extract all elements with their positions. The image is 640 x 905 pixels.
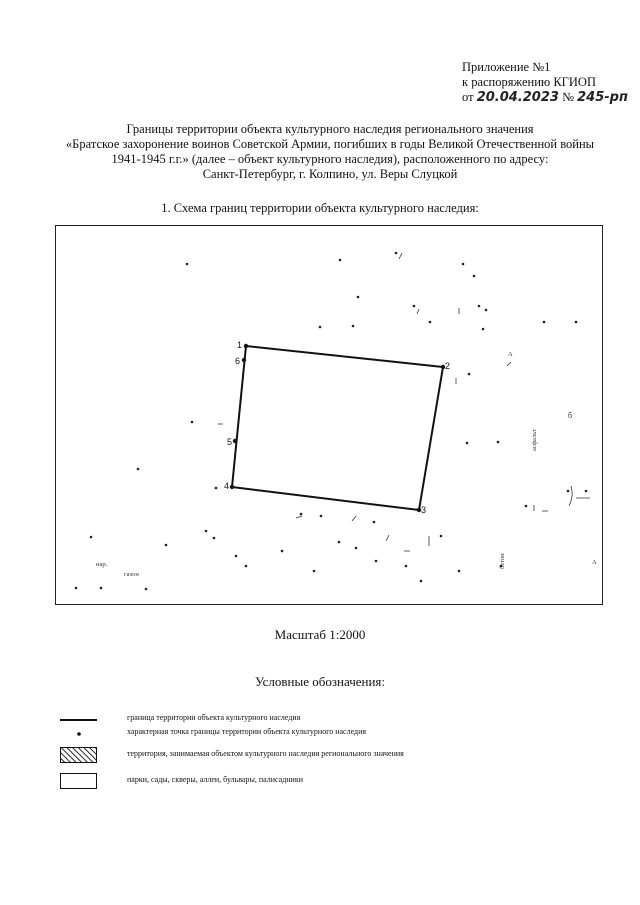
map-scatter-dots <box>75 252 588 591</box>
point-label-4: 4 <box>224 481 230 491</box>
appendix-block <box>462 60 628 105</box>
boundary-map <box>55 225 603 605</box>
document-title <box>40 122 620 182</box>
appendix-order: к распоряжению КГИОП <box>462 75 596 89</box>
map-text-nar: нар. <box>96 561 108 568</box>
point-label-2: 2 <box>445 361 451 371</box>
heritage-boundary <box>232 346 443 510</box>
title-line-2: «Братское захоронение воинов Советской Армии, погибших в годы Великой Отечественной войны <box>65 137 595 151</box>
legend-text-point: характерная точка границы территории объекта культурного наследия <box>127 727 367 736</box>
legend-title: Условные обозначения: <box>254 674 386 689</box>
boundary-point-5 <box>233 439 237 443</box>
map-text-a-2: А <box>592 559 597 566</box>
hatch-symbol <box>60 747 98 763</box>
handwritten-date: 20.04.2023 <box>476 90 559 105</box>
boundary-points <box>230 344 445 512</box>
handwritten-number: 245-рп <box>577 90 628 105</box>
section-heading: 1. Схема границ территории объекта культурного наследия: <box>161 201 479 215</box>
map-canvas <box>56 226 604 606</box>
number-prefix: № <box>562 90 574 104</box>
map-annotations <box>96 351 597 578</box>
boundary-point-6 <box>242 358 246 362</box>
title-line-4: Санкт-Петербург, г. Колпино, ул. Веры Слуцкой <box>202 167 458 181</box>
title-line-1: Границы территории объекта культурного наследия регионального значения <box>126 122 534 136</box>
date-prefix: от <box>462 90 474 104</box>
boundary-point-1 <box>244 344 248 348</box>
point-label-1: 1 <box>237 340 243 350</box>
map-text-gazon: газон <box>124 571 139 578</box>
map-scale: Масштаб 1:2000 <box>274 627 366 642</box>
point-label-3: 3 <box>421 505 427 515</box>
map-text-a-1: А <box>508 351 513 358</box>
point-label-5: 5 <box>227 437 233 447</box>
appendix-title: Приложение №1 <box>462 60 551 74</box>
legend-text-territory: территория, занимаемая объектом культурного наследия регионального значения <box>127 749 404 758</box>
map-text-b: б <box>568 411 573 420</box>
appendix-date-line <box>462 90 628 105</box>
map-text-asphalt: асфальт <box>531 429 538 451</box>
map-scatter-marks <box>218 253 590 551</box>
legend-text-parks: парки, сады, скверы, аллеи, бульвары, палисадники <box>127 775 304 784</box>
point-label-6: 6 <box>235 356 241 366</box>
point-dot-symbol <box>60 729 98 739</box>
map-text-beton: бетон <box>499 553 506 569</box>
boundary-line-symbol <box>60 715 98 725</box>
title-line-3: 1941-1945 г.г.» (далее – объект культурного наследия), расположенного по адресу: <box>111 152 549 166</box>
park-box-symbol <box>60 773 98 789</box>
boundary-point-labels <box>224 340 450 515</box>
legend-text-boundary-line: граница территории объекта культурного наследия <box>127 713 301 722</box>
boundary-point-4 <box>230 485 234 489</box>
